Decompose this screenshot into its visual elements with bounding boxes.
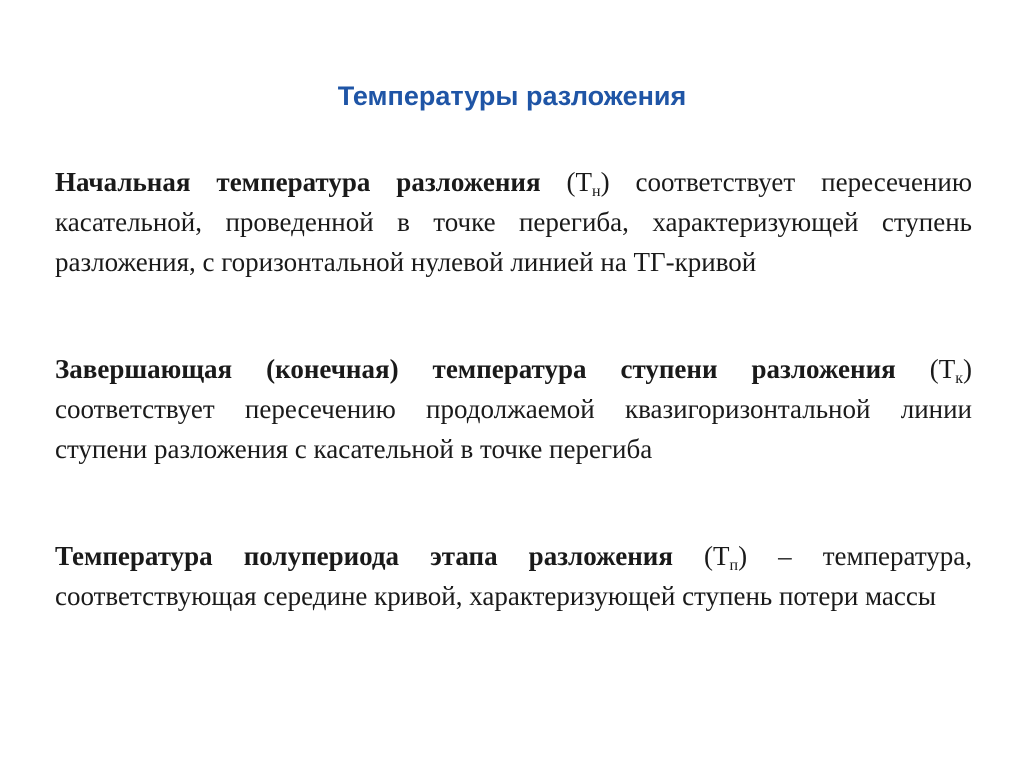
symbol-close: ) [738, 541, 748, 571]
symbol-subscript: п [729, 557, 739, 574]
symbol-subscript: к [955, 370, 963, 387]
term-half-period-temperature: Температура полупериода этапа разложения [55, 541, 673, 571]
paragraph-half-period-temperature [55, 536, 972, 616]
definition-text: соответствует пересечению касательной, проведенной в точке перегиба, характеризующей ступень разложения, с горизонтальной нулевой линией на ТГ-кривой [55, 167, 972, 277]
symbol-open: (Т [895, 354, 956, 384]
symbol-subscript: н [592, 183, 601, 200]
slide-title: Температуры разложения [337, 81, 687, 111]
paragraph-final-temperature [55, 349, 972, 469]
symbol-close: ) [600, 167, 610, 197]
symbol-close: ) [963, 354, 972, 384]
term-initial-temperature: Начальная температура разложения [55, 167, 541, 197]
definition-text: соответствует пересечению продолжаемой квазигоризонтальной линии ступени разложения с касательной в точке перегиба [55, 394, 972, 464]
term-final-temperature: Завершающая (конечная) температура ступени разложения [55, 354, 896, 384]
paragraph-initial-temperature [55, 162, 972, 282]
definition-text: – температура, соответствующая середине кривой, характеризующей ступень потери массы [55, 541, 972, 611]
symbol-open: (Т [540, 167, 593, 197]
symbol-open: (Т [672, 541, 730, 571]
